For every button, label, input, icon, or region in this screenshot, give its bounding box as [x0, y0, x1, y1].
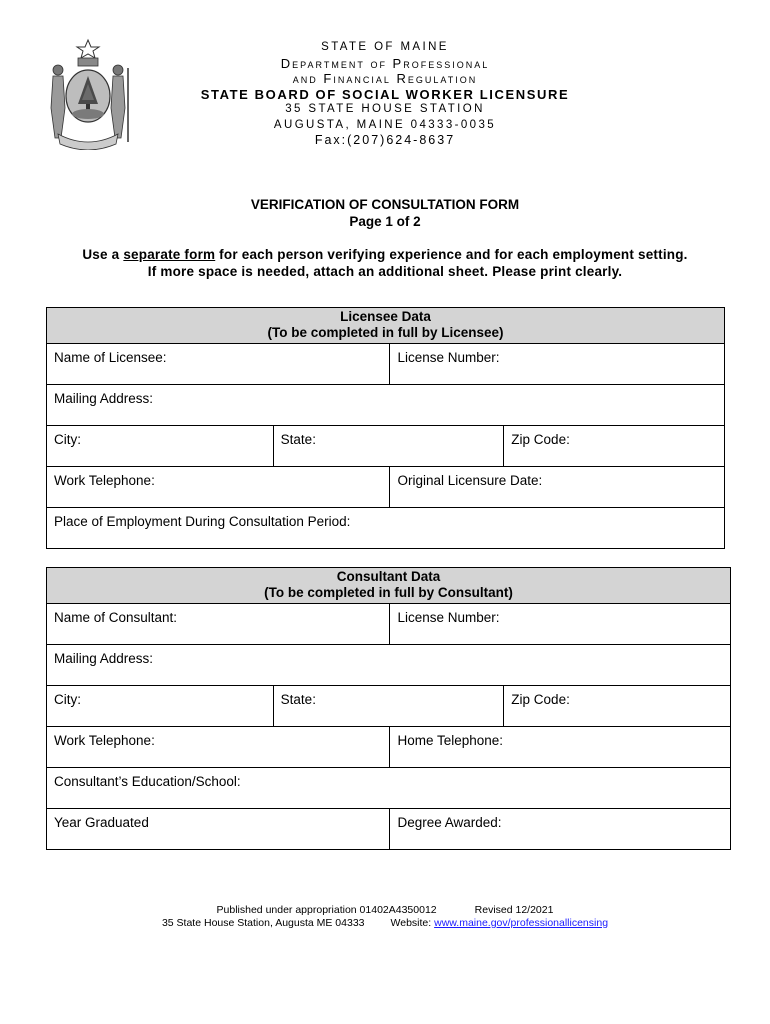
website-link[interactable]: www.maine.gov/professionallicensing — [434, 917, 609, 929]
department-line-2: and Financial Regulation — [292, 71, 478, 86]
page-footer — [0, 904, 770, 930]
department-line: Department of Professional — [280, 55, 490, 71]
consultant-home-telephone-field[interactable]: Home Telephone: — [390, 727, 731, 768]
footer-address: 35 State House Station, Augusta ME 04333 — [161, 917, 365, 929]
licensee-data-table — [46, 307, 725, 549]
footer-website-label: Website: — [390, 917, 432, 929]
licensee-original-licensure-date-field[interactable]: Original Licensure Date: — [390, 467, 725, 508]
form-title-main: VERIFICATION OF CONSULTATION FORM — [250, 197, 520, 212]
licensee-heading: Licensee Data — [340, 309, 431, 324]
consultant-subheading: (To be completed in full by Consultant) — [264, 585, 513, 600]
consultant-work-telephone-field[interactable]: Work Telephone: — [47, 727, 390, 768]
footer-published: Published under appropriation 01402A4350012 — [216, 904, 437, 916]
consultant-heading: Consultant Data — [336, 569, 441, 584]
instructions-line-2: If more space is needed, attach an additional sheet. Please print clearly. — [147, 264, 623, 279]
consultant-degree-awarded-field[interactable]: Degree Awarded: — [390, 809, 731, 850]
state-seal-logo — [44, 38, 132, 150]
licensee-license-number-field[interactable]: License Number: — [390, 344, 725, 385]
agency-header — [150, 40, 620, 149]
instructions-line-1 — [0, 246, 770, 263]
footer-line-1 — [0, 904, 770, 917]
form-title — [0, 196, 770, 230]
instructions-post: for each person verifying experience and for each employment setting. — [215, 247, 688, 262]
consultant-license-number-field[interactable]: License Number: — [390, 604, 731, 645]
address-line-1: 35 STATE HOUSE STATION — [285, 103, 485, 115]
licensee-subheading: (To be completed in full by Licensee) — [267, 325, 504, 340]
consultant-name-field[interactable]: Name of Consultant: — [47, 604, 390, 645]
consultant-year-graduated-field[interactable]: Year Graduated — [47, 809, 390, 850]
licensee-state-field[interactable]: State: — [273, 426, 504, 467]
footer-revised: Revised 12/2021 — [474, 904, 554, 916]
state-line: STATE OF MAINE — [321, 41, 449, 53]
consultant-section-heading — [47, 568, 731, 604]
licensee-work-telephone-field[interactable]: Work Telephone: — [47, 467, 390, 508]
form-instructions — [0, 246, 770, 280]
licensee-city-field[interactable]: City: — [47, 426, 274, 467]
consultant-education-field[interactable]: Consultant’s Education/School: — [47, 768, 731, 809]
licensee-zip-field[interactable]: Zip Code: — [504, 426, 725, 467]
licensee-place-of-employment-field[interactable]: Place of Employment During Consultation Period: — [47, 508, 725, 549]
consultant-zip-field[interactable]: Zip Code: — [504, 686, 731, 727]
licensee-mailing-address-field[interactable]: Mailing Address: — [47, 385, 725, 426]
footer-line-2 — [0, 917, 770, 930]
form-page-number: Page 1 of 2 — [349, 214, 421, 229]
address-line-2: AUGUSTA, MAINE 04333-0035 — [273, 118, 497, 131]
instructions-pre: Use a — [82, 247, 124, 262]
consultant-data-table — [46, 567, 731, 850]
consultant-city-field[interactable]: City: — [47, 686, 274, 727]
fax-line: Fax:(207)624-8637 — [314, 133, 456, 147]
consultant-mailing-address-field[interactable]: Mailing Address: — [47, 645, 731, 686]
board-name: STATE BOARD OF SOCIAL WORKER LICENSURE — [200, 86, 570, 102]
consultant-state-field[interactable]: State: — [273, 686, 504, 727]
instructions-underlined: separate form — [123, 247, 216, 262]
licensee-section-heading — [47, 308, 725, 344]
licensee-name-field[interactable]: Name of Licensee: — [47, 344, 390, 385]
